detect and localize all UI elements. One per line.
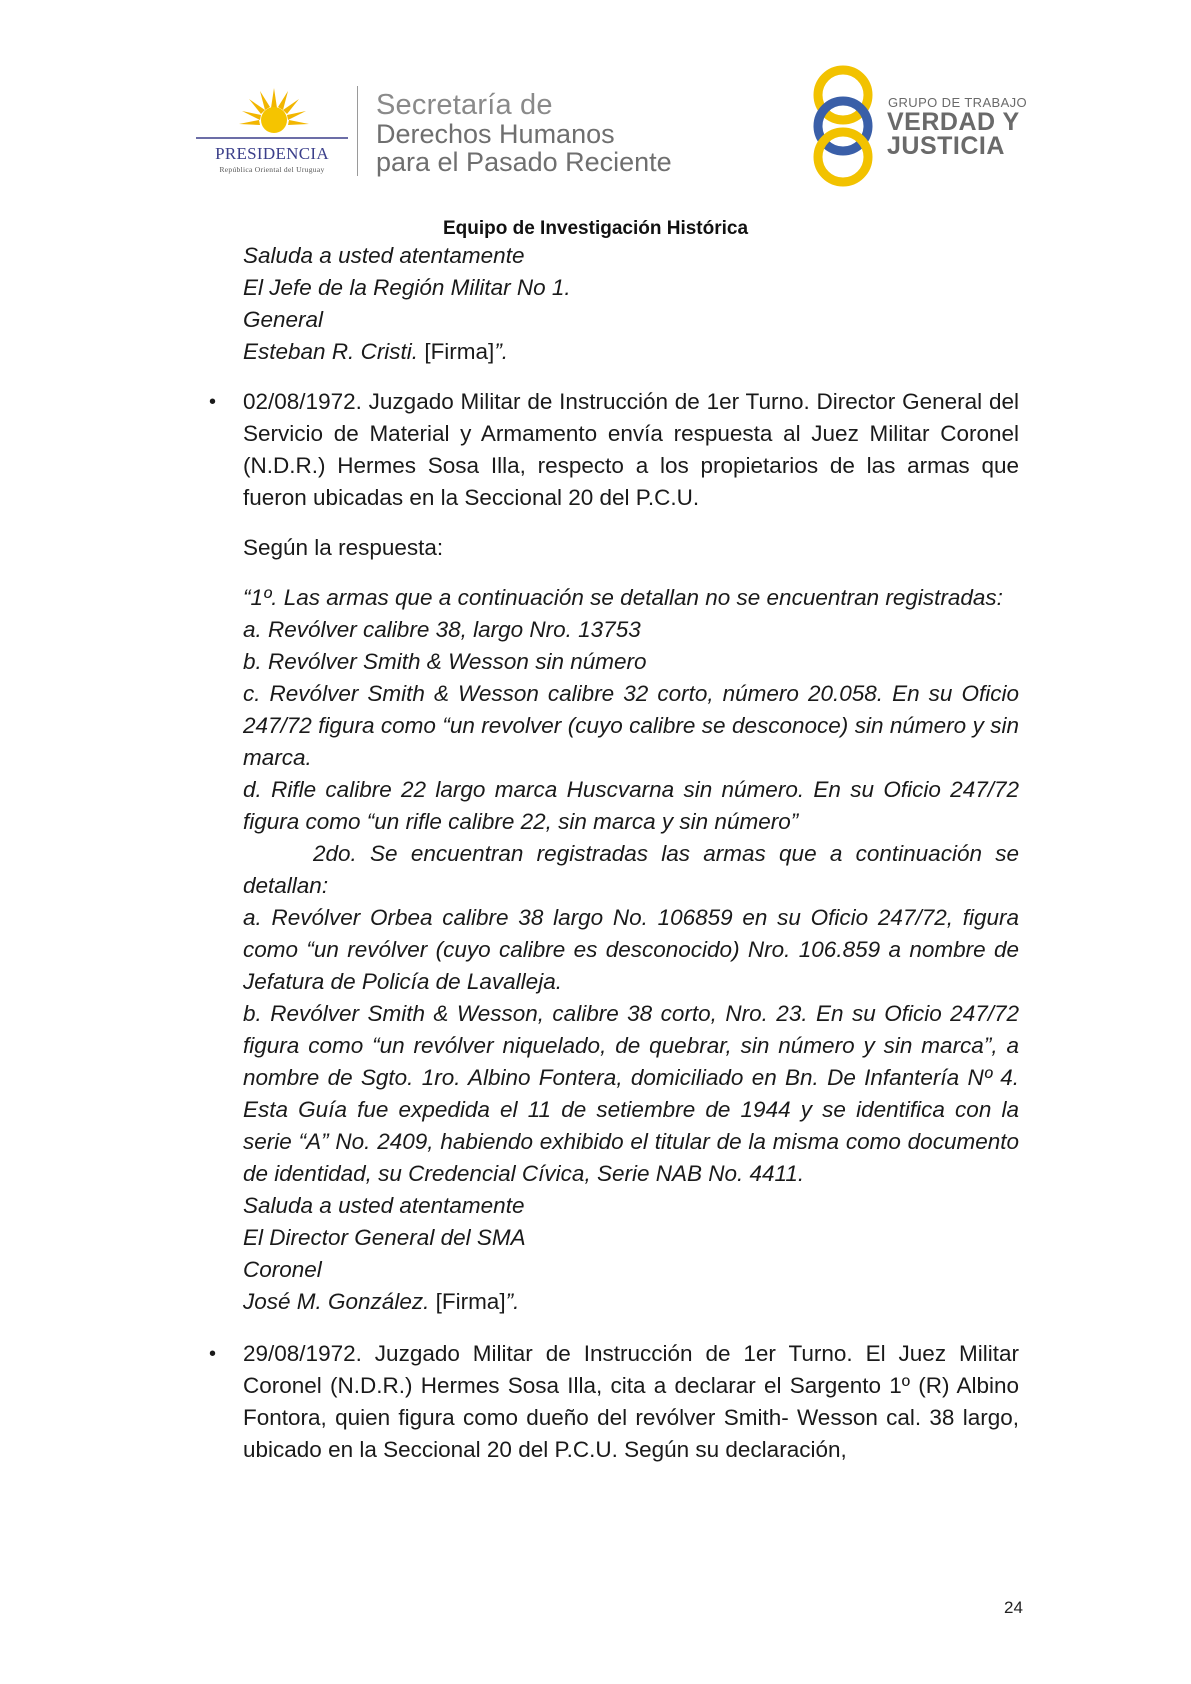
gtvj-subtitle: GRUPO DE TRABAJO <box>888 95 1028 110</box>
entry-02-08-1972 <box>209 386 1019 514</box>
presidencia-sublabel: República Oriental del Uruguay <box>219 165 325 174</box>
gtvj-title-line-1: VERDAD Y <box>887 108 1020 136</box>
quoted-response <box>243 582 1019 1318</box>
closing-quote: ”. <box>505 1289 520 1314</box>
team-heading: Equipo de Investigación Histórica <box>442 218 749 239</box>
signature-block-1 <box>243 240 1019 368</box>
bullet-marker: • <box>209 391 217 413</box>
signature-line: El Director General del SMA <box>243 1225 526 1250</box>
weapon-item: b. Revólver Smith & Wesson sin número <box>243 649 647 674</box>
verdad-justicia-logo <box>810 64 1040 188</box>
entry-text: 02/08/1972. Juzgado Militar de Instrucción de 1er Turno. Director General del Servicio de Material y Armamento envía respuesta al Juez Militar Coronel (N.D.R.) Hermes Sosa Illa, respecto a los propietarios de las armas que fueron ubicadas en la Seccional 20 del P.C.U. <box>243 389 1019 510</box>
secretaria-line-2: Derechos Humanos <box>376 119 615 149</box>
signature-line: El Jefe de la Región Militar No 1. <box>243 275 571 300</box>
signatory-name: José M. González. <box>243 1289 430 1314</box>
signature-line: Saluda a usted atentamente <box>243 243 525 268</box>
gtvj-title-line-2: JUSTICIA <box>887 132 1005 160</box>
header-divider <box>357 86 358 176</box>
bullet-marker: • <box>209 1343 217 1365</box>
signature-line: Coronel <box>243 1257 322 1282</box>
presidencia-logo <box>196 86 348 176</box>
document-body <box>209 240 1019 1466</box>
weapon-item: a. Revólver Orbea calibre 38 largo No. 106859 en su Oficio 247/72, figura como “un revólver (cuyo calibre es desconocido) Nro. 106.859 a nombre de Jefatura de Policía de Lavalleja. <box>243 905 1019 994</box>
closing-quote: ”. <box>494 339 509 364</box>
signature-line: General <box>243 307 324 332</box>
secretaria-line-1: Secretaría de <box>376 89 553 121</box>
signature-line: Saluda a usted atentamente <box>243 1193 525 1218</box>
entry-29-08-1972 <box>209 1338 1019 1466</box>
weapon-item: c. Revólver Smith & Wesson calibre 32 corto, número 20.058. En su Oficio 247/72 figura como “un revolver (cuyo calibre se desconoce) sin número y sin marca. <box>243 681 1019 770</box>
quote-paragraph-2: 2do. Se encuentran registradas las armas que a continuación se detallan: <box>243 841 1019 898</box>
page-number: 24 <box>1004 1598 1023 1617</box>
segun-label: Según la respuesta: <box>243 535 444 560</box>
page-header <box>0 0 1191 200</box>
secretaria-title <box>376 90 716 176</box>
weapon-item: b. Revólver Smith & Wesson, calibre 38 corto, Nro. 23. En su Oficio 247/72 figura como “un revólver niquelado, de quebrar, sin número y sin marca”, a nombre de Sgto. 1ro. Albino Fontera, domiciliado en Bn. De Infantería Nº 4. Esta Guía fue expedida el 11 de setiembre de 1944 y se identifica con la serie “A” No. 2409, habiendo exhibido el titular de la misma como documento de identidad, su Credencial Cívica, Serie NAB No. 4411. <box>243 1001 1019 1186</box>
secretaria-line-3: para el Pasado Reciente <box>376 147 672 177</box>
sun-emblem-icon <box>196 86 348 146</box>
firma-note: [Firma] <box>418 339 495 364</box>
interlocked-rings-icon <box>810 64 876 188</box>
weapon-item: d. Rifle calibre 22 largo marca Huscvarna sin número. En su Oficio 247/72 figura como “un rifle calibre 22, sin marca y sin número” <box>243 777 1019 834</box>
weapon-item: a. Revólver calibre 38, largo Nro. 13753 <box>243 617 641 642</box>
firma-note: [Firma] <box>429 1289 506 1314</box>
presidencia-label: PRESIDENCIA <box>215 144 329 163</box>
entry-text: 29/08/1972. Juzgado Militar de Instrucción de 1er Turno. El Juez Militar Coronel (N.D.R.) Hermes Sosa Illa, cita a declarar el Sargento 1º (R) Albino Fontora, quien figura como dueño del revólver Smith- Wesson cal. 38 largo, ubicado en la Seccional 20 del P.C.U. Según su declaración, <box>243 1341 1019 1462</box>
gtvj-title <box>887 110 1020 158</box>
signatory-name: Esteban R. Cristi. <box>243 339 419 364</box>
quote-paragraph-1: “1º. Las armas que a continuación se detallan no se encuentran registradas: <box>243 585 1003 610</box>
